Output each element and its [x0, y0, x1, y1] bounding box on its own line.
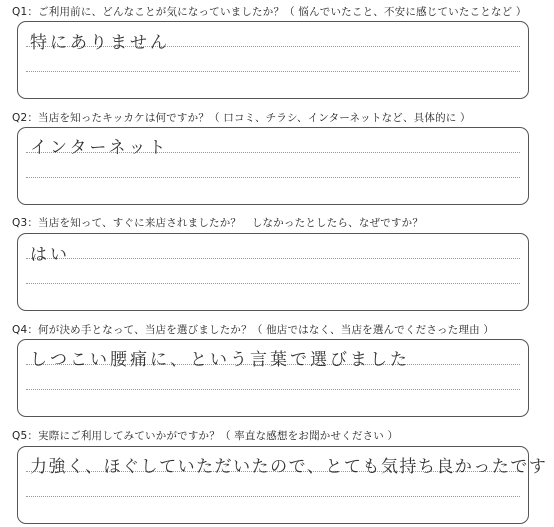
- question-2-label: Q2：当店を知ったキッカケは何ですか？（ 口コミ、チラシ、インターネットなど、具体的に ）: [12, 112, 471, 124]
- answer-line: [26, 258, 520, 259]
- question-3-label: Q3：当店を知って、すぐに来店されましたか？ しなかったとしたら、なぜですか？: [12, 217, 424, 229]
- answer-line: [26, 177, 520, 178]
- question-4-label: Q4：何が決め手となって、当店を選びましたか？（ 他店ではなく、当店を選んでくださった理由 ）: [12, 324, 495, 336]
- question-1-label: Q1：ご利用前に、どんなことが気になっていましたか？（ 悩んでいたこと、不安に感じていたことなど ）: [12, 6, 527, 18]
- answer-3-text: はい: [30, 245, 70, 265]
- answer-line: [26, 389, 520, 390]
- answer-2-text: インターネット: [30, 138, 169, 158]
- answer-box-3: [17, 233, 529, 311]
- answer-line: [26, 71, 520, 72]
- answer-line: [26, 496, 520, 497]
- answer-4-text: しつこい腰痛に、という言葉で選びました: [30, 350, 410, 370]
- answer-1-text: 特にありません: [30, 33, 170, 53]
- answer-5-text: 力強く、ほぐしていただいたので、とても気持ち良かったです: [30, 457, 548, 477]
- answer-line: [26, 283, 520, 284]
- question-5-label: Q5：実際にご利用してみていかがですか？（ 率直な感想をお聞かせください ）: [12, 430, 399, 442]
